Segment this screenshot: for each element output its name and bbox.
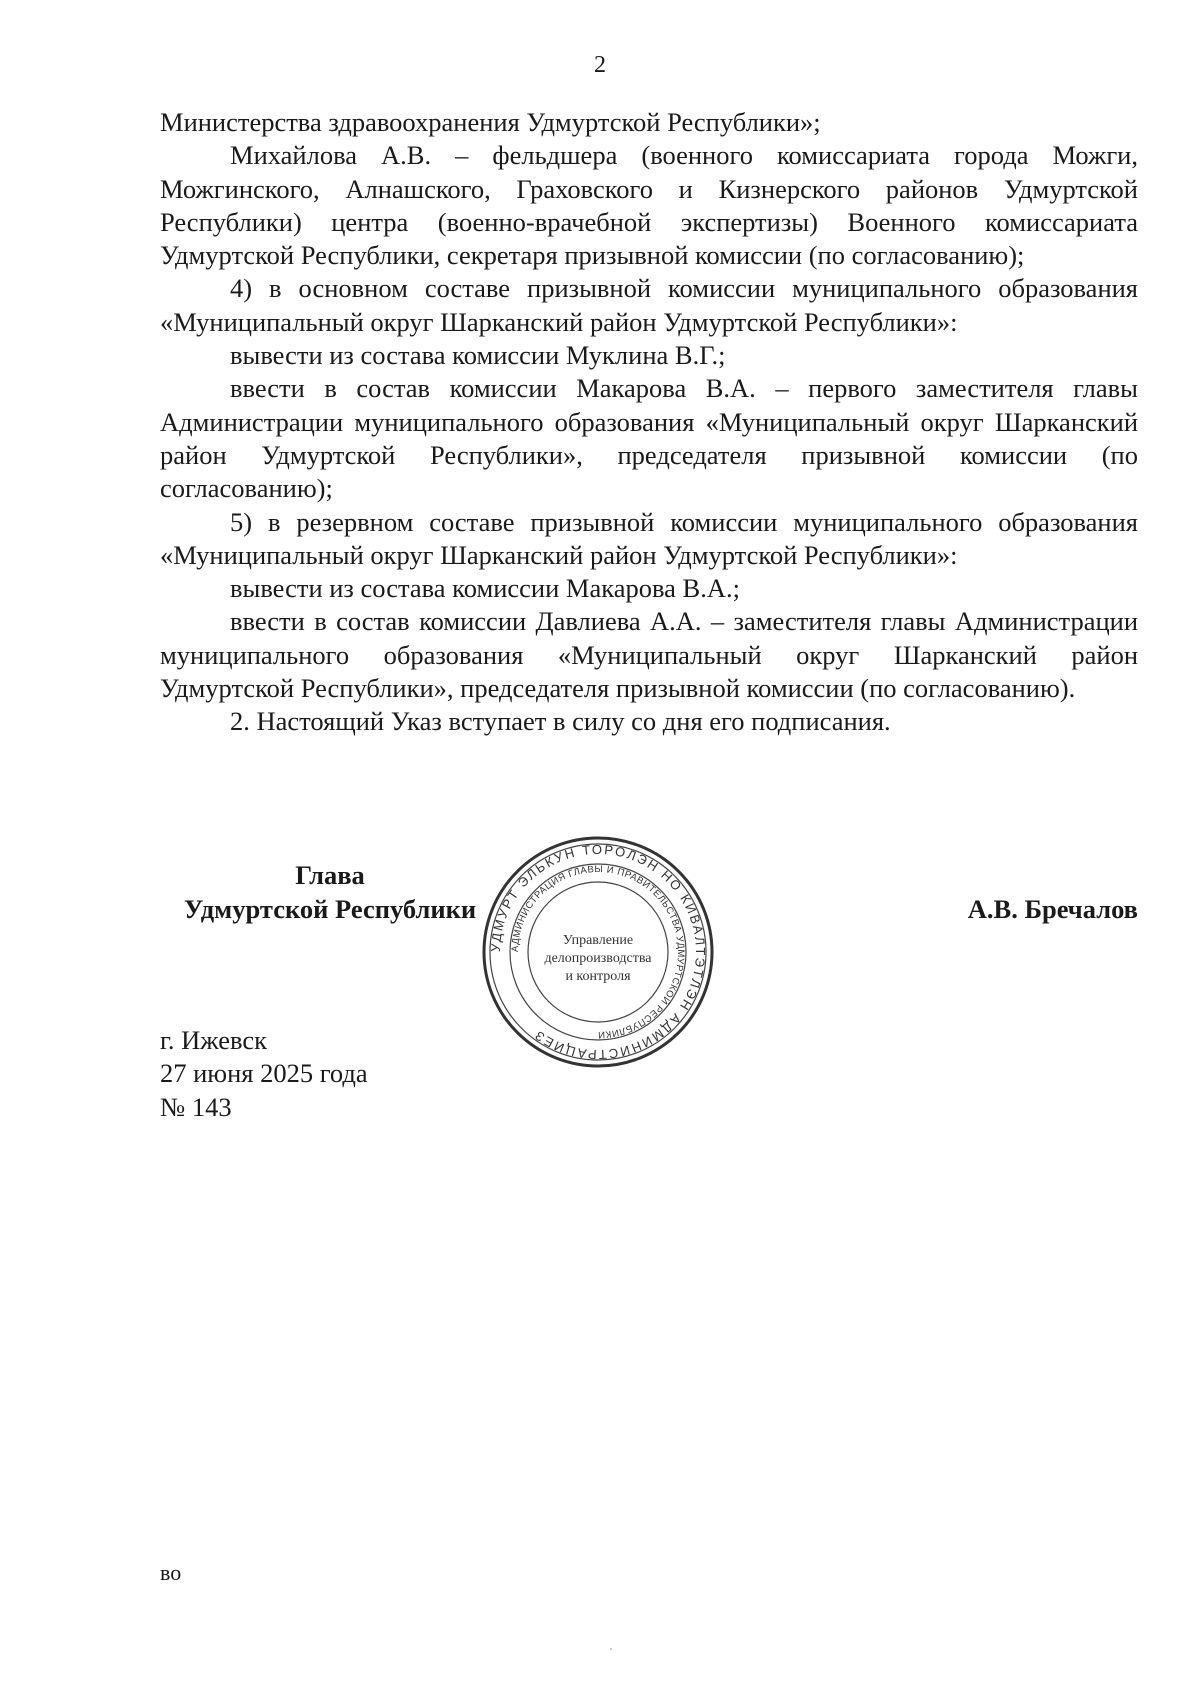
stamp-center-line2: делопроизводства — [544, 951, 652, 966]
page-number: 2 — [594, 52, 606, 78]
paragraph: вывести из состава комиссии Муклина В.Г.; — [230, 340, 726, 371]
signatory-title-line1: Глава — [295, 860, 365, 890]
paragraph: Министерства здравоохранения Удмуртской Республики»; — [160, 107, 821, 137]
executor-initials: во — [160, 1560, 182, 1585]
date: 27 июня 2025 года — [160, 1058, 368, 1089]
paragraph: 2. Настоящий Указ вступает в силу со дня его подписания. — [230, 706, 891, 737]
paragraph: Михайлова А.В. – фельдшера (военного комиссариата города Можги, Можгинского, Алнашского, Граховского и Кизнерского районов Удмуртской Республики) центра (военно-врачебной экспертизы) Военного комиссариата Удмуртской Республики, секретаря призывной комиссии (по согласованию); — [160, 140, 1138, 271]
stamp-center-line1: Управление — [562, 933, 634, 948]
city: г. Ижевск — [160, 1025, 267, 1055]
signatory-name: А.В. Бречалов — [967, 894, 1138, 924]
signatory-title — [160, 858, 500, 926]
document-body — [160, 106, 1138, 739]
official-stamp — [478, 832, 718, 1072]
paragraph: 5) в резервном составе призывной комиссии муниципального образования «Муниципальный округ Шарканский район Удмуртской Республики»: — [160, 506, 1138, 570]
stamp-inner-ring-text: АДМИНИСТРАЦИЯ ГЛАВЫ И ПРАВИТЕЛЬСТВА УДМУРТСКОЙ РЕСПУБЛИКИ — [509, 863, 687, 1041]
paragraph: ввести в состав комиссии Давлиева А.А. – заместителя главы Администрации муниципального образования «Муниципальный округ Шарканский район Удмуртской Республики», председателя призывной комиссии (по согласованию). — [160, 606, 1138, 704]
place-date-number — [160, 1024, 368, 1124]
scan-speck — [610, 1648, 612, 1650]
document-number: № 143 — [160, 1091, 232, 1122]
stamp-ring-text: УДМУРТ ЭЛЬКУН ТОРОЛЭН НО КИВАЛТЭТЛЭН АДМИНИСТРАЦИЕЗ — [487, 841, 709, 1063]
paragraph: вывести из состава комиссии Макарова В.А.; — [230, 573, 740, 604]
paragraph: 4) в основном составе призывной комиссии муниципального образования «Муниципальный округ Шарканский район Удмуртской Республики»: — [160, 273, 1138, 337]
paragraph: ввести в состав комиссии Макарова В.А. – первого заместителя главы Администрации муниципального образования «Муниципальный округ Шарканский район Удмуртской Республики», председателя призывной комиссии (по согласованию); — [160, 373, 1138, 504]
signatory-title-line2: Удмуртской Республики — [183, 894, 477, 924]
stamp-center-line3: и контроля — [565, 969, 631, 984]
